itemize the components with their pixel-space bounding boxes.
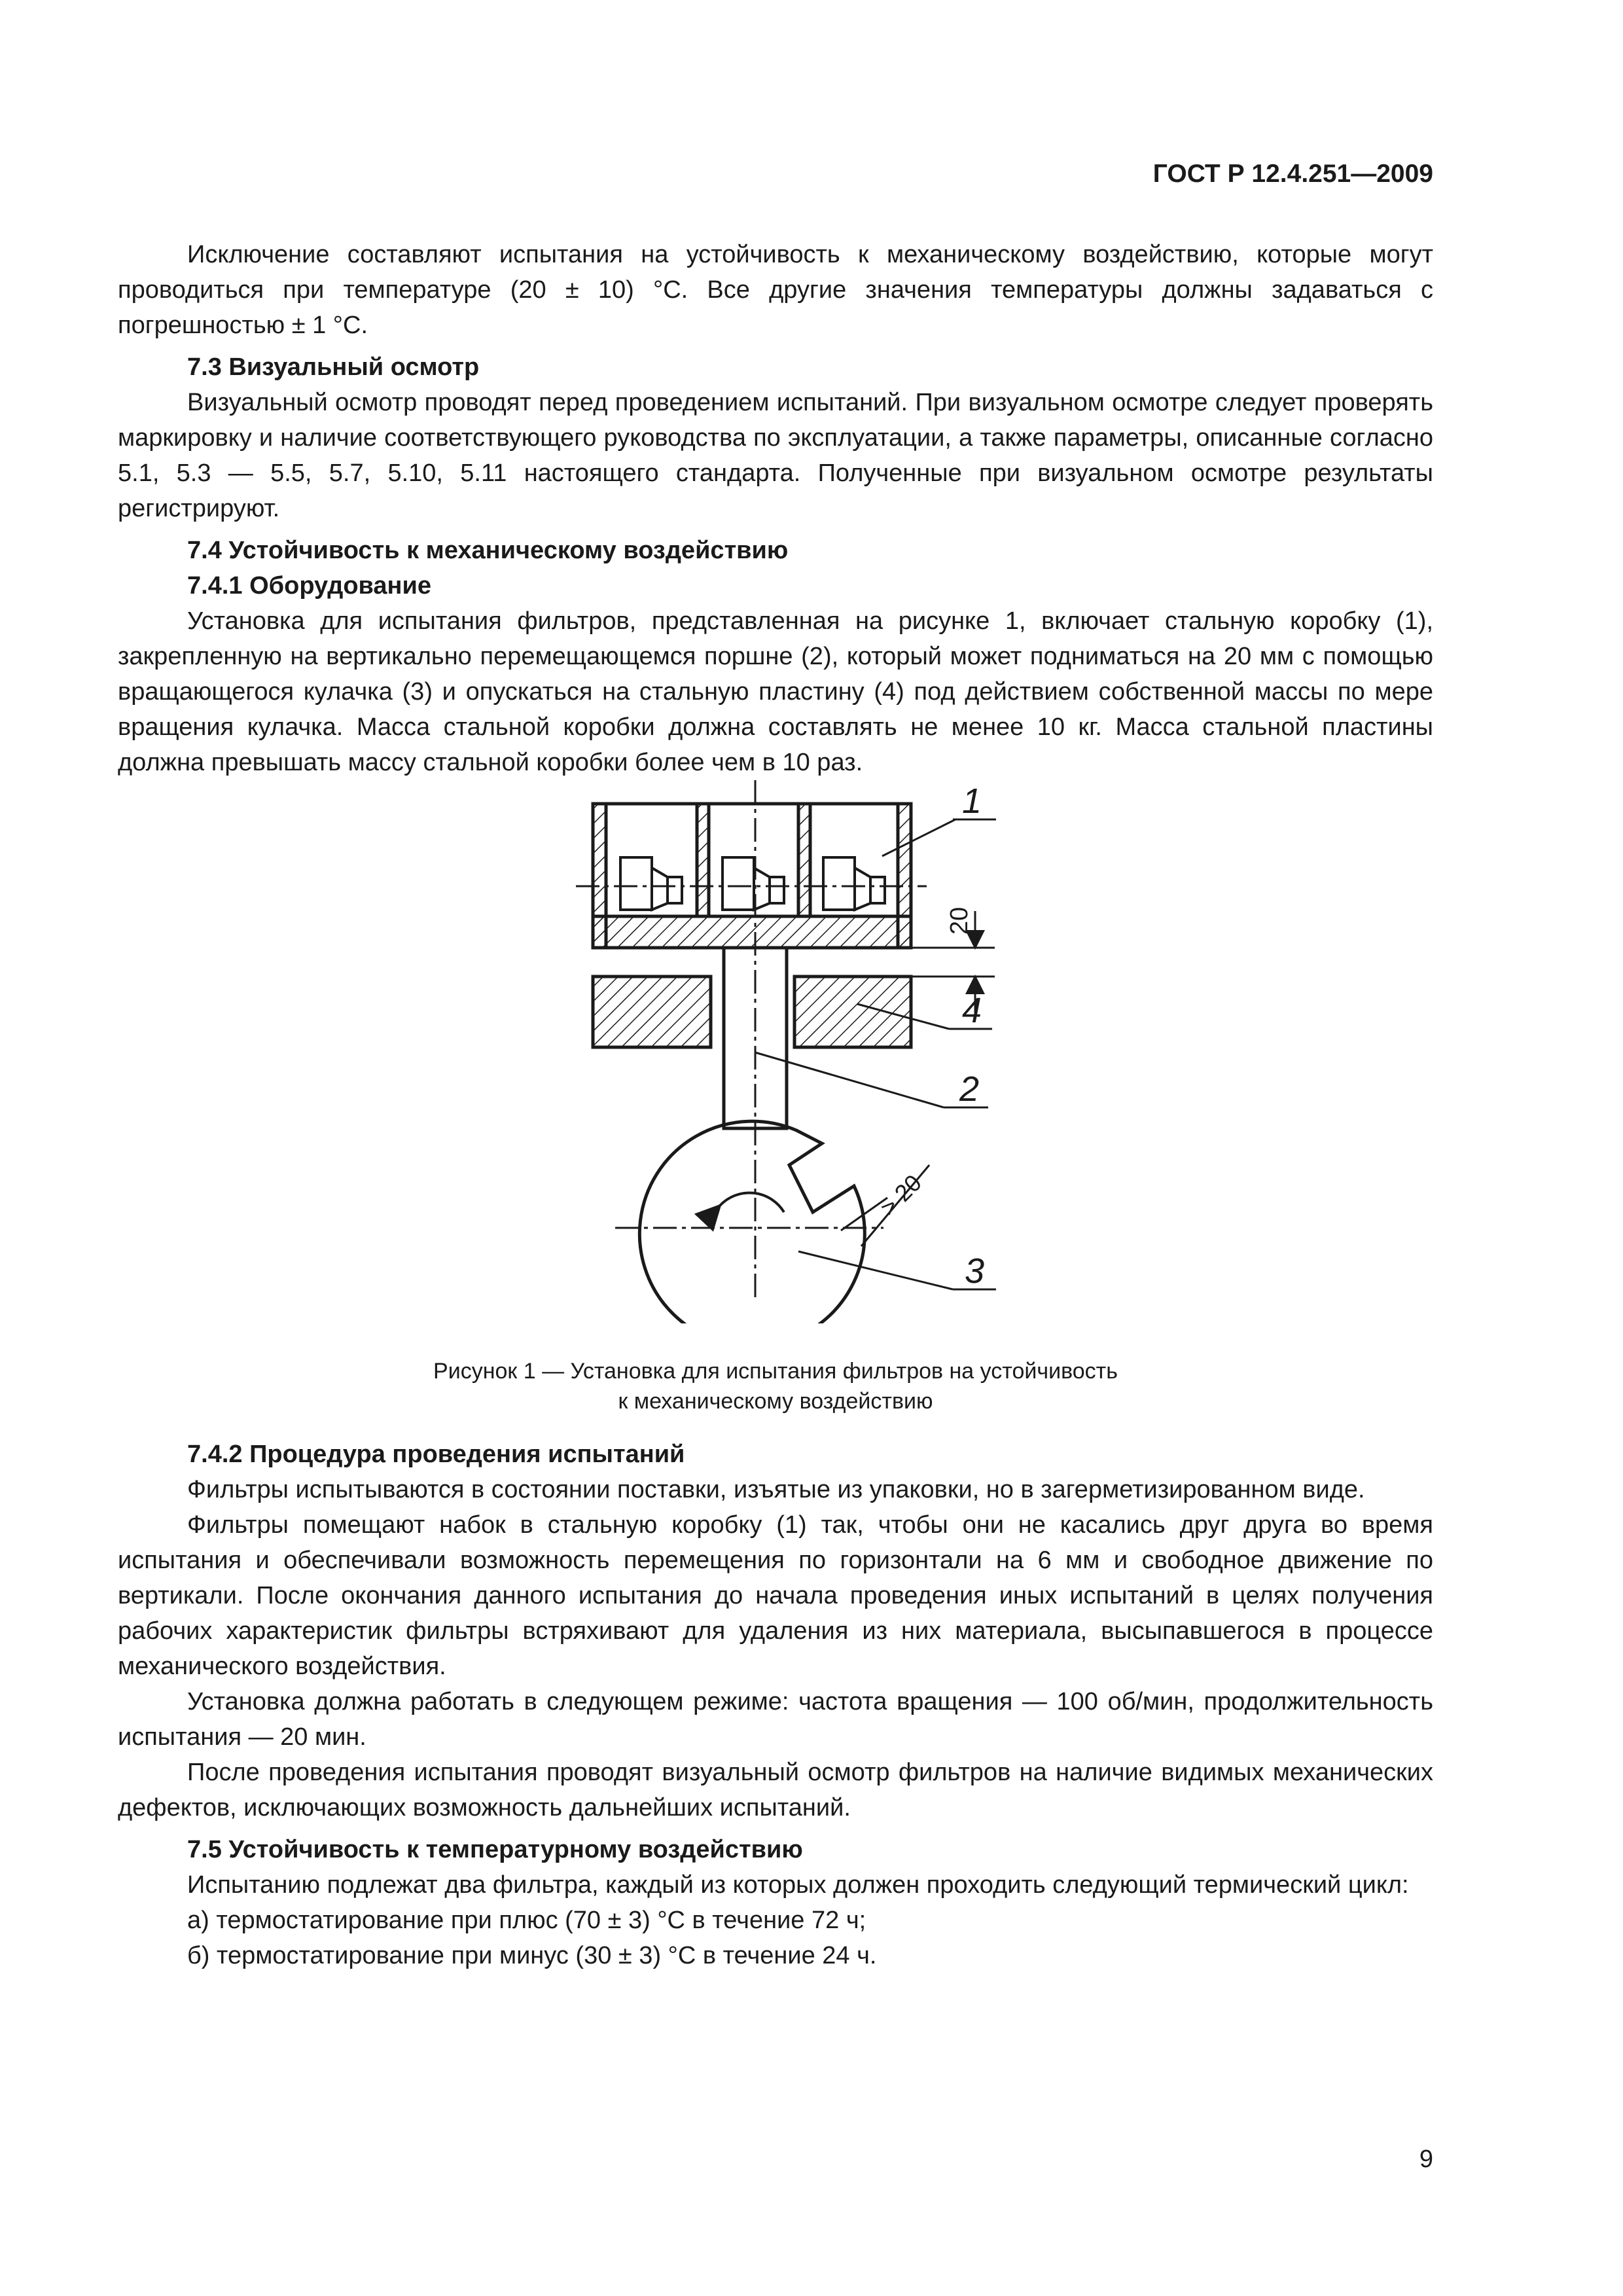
label-2-piston: 2: [959, 1069, 980, 1109]
figure-caption-line-1: Рисунок 1 — Установка для испытания фильтров на устойчивость: [433, 1359, 1118, 1384]
filters: [620, 857, 885, 910]
document-body: [118, 237, 1433, 1973]
section-heading-7-4-1: 7.4.1 Оборудование: [187, 572, 431, 600]
page-number: 9: [1419, 2145, 1433, 2173]
paragraph: Испытанию подлежат два фильтра, каждый из которых должен проходить следующий термический цикл:: [187, 1871, 1409, 1899]
label-3-cam: 3: [965, 1251, 985, 1291]
section-heading-7-5: 7.5 Устойчивость к температурному воздействию: [187, 1836, 803, 1863]
paragraph: Установка для испытания фильтров, представленная на рисунке 1, включает стальную коробку (1), закрепленную на вертикально перемещающемся поршне (2), который может подниматься на 20 мм с помощью вращающегося кулачка (3) и опускаться на стальную пластину (4) под действием собственной массы по мере вращения кулачка. Масса стальной коробки должна составлять не менее 10 кг. Масса стальной пластины должна превышать массу стальной коробки более чем в 10 раз.: [118, 607, 1433, 776]
label-1-steel-box: 1: [962, 781, 982, 821]
figure-caption: [118, 1356, 1433, 1416]
figure-caption-line-2: к механическому воздействию: [618, 1389, 933, 1414]
list-item: б) термостатирование при минус (30 ± 3) °С в течение 24 ч.: [187, 1942, 877, 1969]
paragraph: Визуальный осмотр проводят перед проведением испытаний. При визуальном осмотре следует проверять маркировку и наличие соответствующего руководства по эксплуатации, а также параметры, описанные согласно 5.1, 5.3 — 5.5, 5.7, 5.10, 5.11 настоящего стандарта. Полученные при визуальном осмотре результаты регистрируют.: [118, 389, 1433, 522]
dimension-slot-label: > 20: [874, 1169, 927, 1221]
list-item: а) термостатирование при плюс (70 ± 3) °С в течение 72 ч;: [187, 1907, 866, 1934]
paragraph: Фильтры помещают набок в стальную коробку (1) так, чтобы они не касались друг друга во время испытания и обеспечивали возможность перемещения по горизонтали на 6 мм и свободное движение по вертикали. После окончания данного испытания до начала проведения иных испытаний в целях получения рабочих характеристик фильтры встряхивают для удаления из них материала, высыпавшегося в процессе механического воздействия.: [118, 1511, 1433, 1680]
paragraph: Исключение составляют испытания на устойчивость к механическому воздействию, которые могут проводиться при температуре (20 ± 10) °С. Все другие значения температуры должны задаваться с погрешностью ± 1 °С.: [118, 241, 1433, 339]
section-heading-7-3: 7.3 Визуальный осмотр: [187, 353, 480, 381]
figure-1-test-rig: [118, 780, 1433, 1437]
section-heading-7-4: 7.4 Устойчивость к механическому воздействию: [187, 537, 789, 564]
paragraph: После проведения испытания проводят визуальный осмотр фильтров на наличие видимых механических дефектов, исключающих возможность дальнейших испытаний.: [118, 1759, 1433, 1821]
rig-drawing: [118, 780, 1433, 1323]
section-heading-7-4-2: 7.4.2 Процедура проведения испытаний: [187, 1441, 685, 1468]
paragraph: Фильтры испытываются в состоянии поставки, изъятые из упаковки, но в загерметизированном виде.: [187, 1476, 1365, 1503]
document-code: ГОСТ Р 12.4.251—2009: [1152, 160, 1433, 188]
rotating-cam: [639, 1121, 865, 1323]
dimension-lift-label: 20: [946, 906, 973, 935]
label-4-steel-plate: 4: [962, 991, 982, 1030]
paragraph: Установка должна работать в следующем режиме: частота вращения — 100 об/мин, продолжительность испытания — 20 мин.: [118, 1688, 1433, 1751]
